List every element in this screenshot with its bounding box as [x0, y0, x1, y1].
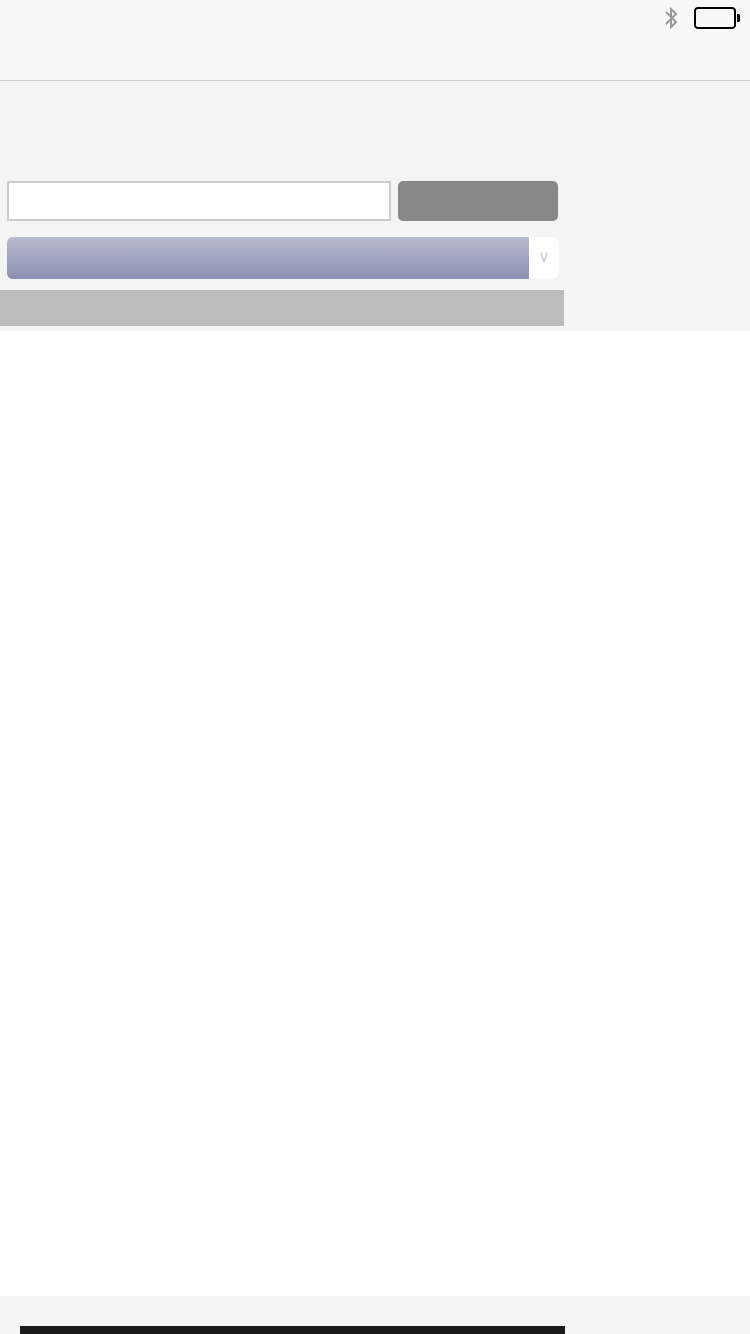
bluetooth-icon — [664, 6, 678, 30]
results-table — [0, 331, 750, 1296]
footer-bar — [20, 1326, 565, 1334]
search-button[interactable] — [398, 181, 558, 221]
breadcrumb — [0, 290, 564, 326]
status-bar — [0, 0, 750, 40]
status-right — [664, 6, 736, 30]
filter-select[interactable] — [7, 237, 559, 279]
chevron-down-icon: ∨ — [529, 237, 559, 279]
search-input[interactable] — [7, 181, 391, 221]
battery-icon — [694, 7, 736, 29]
